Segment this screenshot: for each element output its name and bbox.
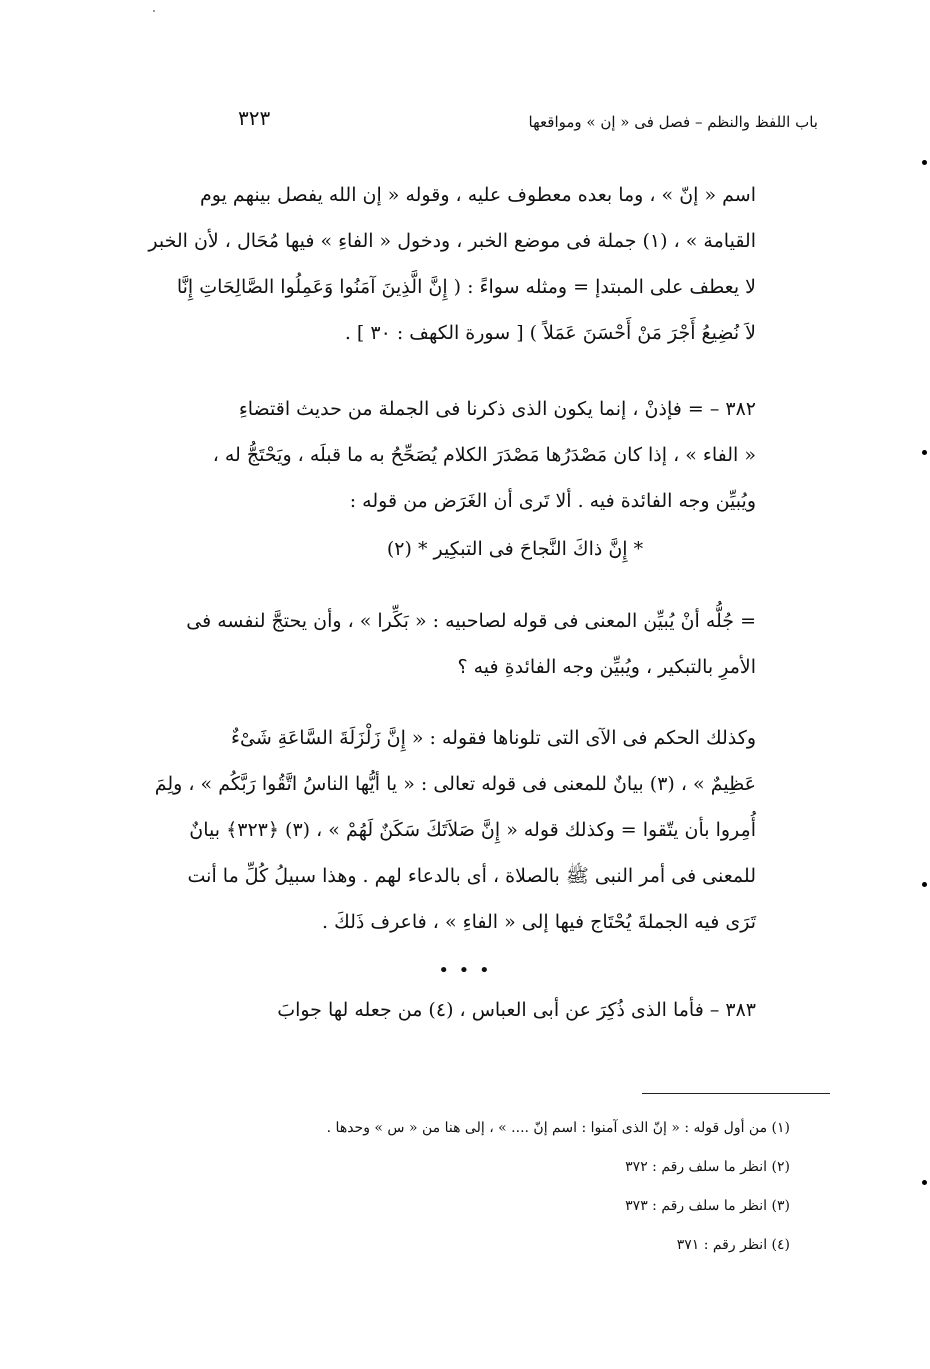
paragraph-1 xyxy=(148,172,756,356)
paragraph-3 xyxy=(186,598,756,690)
running-header-title: باب اللفظ والنظم – فصل فى « إن » ومواقعها xyxy=(528,113,818,131)
margin-mark xyxy=(922,160,927,165)
section-separator: • • • xyxy=(438,960,492,981)
text-line: وكذلك الحكم فى الآى التى تلوناها فقوله : « إِنَّ زَلْزَلَةَ السَّاعَةِ شَىْءٌ xyxy=(231,727,756,749)
text-line: لا يعطف على المبتدإ = ومثله سواءً : ( إِنَّ الَّذِينَ آمَنُوا وَعَمِلُوا الصَّالِحَاتِ إِنَّا xyxy=(176,276,756,298)
text-line: ٣٨٣ – فأما الذى ذُكِرَ عن أبى العباس ، (٤) من جعله لها جوابَ xyxy=(277,999,756,1021)
text-line: الأمرِ بالتبكير ، ويُبيِّن وجه الفائدةِ فيه ؟ xyxy=(457,656,756,678)
footnote-2: (٢) انظر ما سلف رقم : ٣٧٢ xyxy=(625,1159,790,1175)
margin-mark xyxy=(922,1180,927,1185)
scan-speck xyxy=(153,10,155,12)
footnote-4: (٤) انظر رقم : ٣٧١ xyxy=(676,1237,790,1253)
text-line: تَرَى فيه الجملةَ يُحْتَاج فيها إلى « الفاءِ » ، فاعرف ذَلكَ . xyxy=(322,911,756,933)
paragraph-383 xyxy=(198,987,756,1033)
paragraph-382 xyxy=(198,386,756,524)
text-line: القيامة » ، (١) جملة فى موضع الخبر ، ودخول « الفاءِ » فيها مُحَال ، لأن الخبر xyxy=(148,230,756,252)
paragraph-4 xyxy=(154,715,756,945)
footnote-1: (١) من أول قوله : « إنّ الذى آمنوا : اسم إنّ .... » ، إلى هنا من « س » وحدها . xyxy=(326,1120,790,1136)
text-line: ويُبيِّن وجه الفائدة فيه . ألا تَرى أن الغَرَض من قوله : xyxy=(349,490,756,512)
margin-mark xyxy=(922,882,927,887)
text-line: لاَ نُضِيعُ أَجْرَ مَنْ أَحْسَنَ عَمَلاً ) [ سورة الكهف : ٣٠ ] . xyxy=(344,322,756,344)
footnotes xyxy=(200,1120,790,1276)
text-line: أُمِروا بأن يتّقوا = وكذلك قوله « إِنَّ صَلاَتَكَ سَكَنٌ لَهُمْ » ، (٣) ﴿٣٢٣﴾ بيانٌ xyxy=(189,819,756,841)
text-line: اسم « إنّ » ، وما بعده معطوف عليه ، وقوله « إن الله يفصل بينهم يوم xyxy=(200,184,756,206)
footnote-divider xyxy=(642,1093,830,1094)
footnote-3: (٣) انظر ما سلف رقم : ٣٧٣ xyxy=(625,1198,790,1214)
poetry-verse: * إِنَّ ذاكَ النَّجاحَ فى التبكِير * (٢) xyxy=(386,538,644,560)
text-line: عَظِيمٌ » ، (٣) بيانٌ للمعنى فى قوله تعالى : « يا أيُّها الناسُ اتَّقُوا رَبَّكُم » ، ولِمَ xyxy=(154,773,756,795)
text-line: ٣٨٢ – = فإذنْ ، إنما يكون الذى ذكرنا فى الجملة من حديث اقتضاءِ xyxy=(238,398,756,420)
text-line: « الفاء » ، إذا كان مَصْدَرُها مَصْدَرَ الكلام يُصَحِّحُ به ما قبلَه ، ويَحْتَجُّ له ، xyxy=(212,444,756,466)
text-line: للمعنى فى أمر النبى ﷺ بالصلاة ، أى بالدعاء لهم . وهذا سبيلُ كُلِّ ما أنت xyxy=(187,865,756,887)
page-number: ٣٢٣ xyxy=(238,106,271,130)
margin-mark xyxy=(922,450,927,455)
text-line: = جُلُّه أنْ يُبيِّن المعنى فى قوله لصاحبيه : « بَكِّرا » ، وأن يحتجَّ لنفسه فى xyxy=(186,610,756,632)
